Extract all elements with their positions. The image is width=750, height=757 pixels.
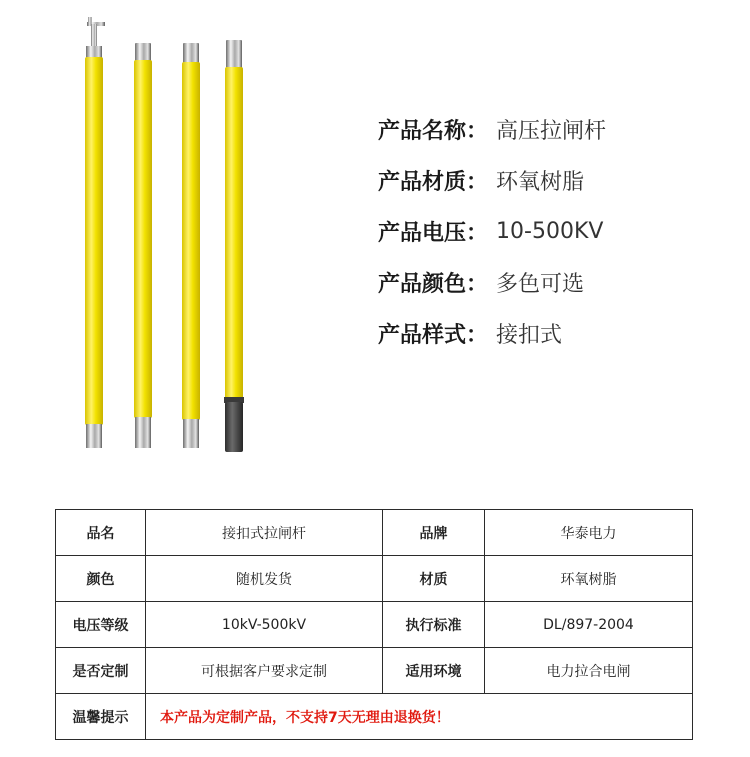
spec-value: 环氧树脂: [496, 170, 585, 195]
table-key-cell: 适用环境: [383, 648, 485, 694]
table-value-cell: 环氧树脂: [485, 556, 693, 602]
rod-section-2: [134, 43, 152, 448]
spec-list: [378, 104, 738, 359]
table-value-cell: DL/897-2004: [485, 602, 693, 648]
spec-label: 产品样式: [378, 323, 467, 348]
spec-label: 产品材质: [378, 170, 467, 195]
spec-separator: ：: [466, 119, 489, 144]
table-value-cell: 华泰电力: [485, 510, 693, 556]
table-key-cell: 是否定制: [56, 648, 146, 694]
notice-label: 温馨提示: [56, 694, 146, 740]
table-value-cell: 可根据客户要求定制: [146, 648, 383, 694]
table-key-cell: 品名: [56, 510, 146, 556]
spec-row: [378, 257, 738, 308]
rod-section-3: [182, 43, 200, 448]
table-value-cell: 10kV-500kV: [146, 602, 383, 648]
spec-separator: ：: [466, 323, 489, 348]
spec-value: 高压拉闸杆: [496, 119, 607, 144]
table-value-cell: 电力拉合电闸: [485, 648, 693, 694]
spec-separator: ：: [466, 170, 489, 195]
spec-row: [378, 104, 738, 155]
product-image: [0, 0, 340, 470]
table-row: [56, 602, 693, 648]
info-table: [55, 509, 693, 740]
spec-separator: ：: [466, 221, 489, 246]
table-row: [56, 510, 693, 556]
table-row: [56, 556, 693, 602]
rod-section-hook: [85, 17, 105, 448]
table-row: [56, 648, 693, 694]
table-value-cell: 接扣式拉闸杆: [146, 510, 383, 556]
table-key-cell: 执行标准: [383, 602, 485, 648]
rod-section-handle: [224, 40, 244, 452]
spec-row: [378, 308, 738, 359]
spec-value: 10-500KV: [496, 219, 604, 244]
spec-row: [378, 155, 738, 206]
spec-label: 产品颜色: [378, 272, 467, 297]
table-key-cell: 品牌: [383, 510, 485, 556]
notice-text: 本产品为定制产品，不支持7天无理由退换货！: [146, 694, 693, 740]
table-key-cell: 材质: [383, 556, 485, 602]
spec-value: 多色可选: [496, 272, 585, 297]
spec-row: [378, 206, 738, 257]
spec-value: 接扣式: [496, 323, 563, 348]
table-value-cell: 随机发货: [146, 556, 383, 602]
table-key-cell: 电压等级: [56, 602, 146, 648]
spec-separator: ：: [466, 272, 489, 297]
notice-row: [56, 694, 693, 740]
spec-label: 产品名称: [378, 119, 467, 144]
spec-label: 产品电压: [378, 221, 467, 246]
table-key-cell: 颜色: [56, 556, 146, 602]
